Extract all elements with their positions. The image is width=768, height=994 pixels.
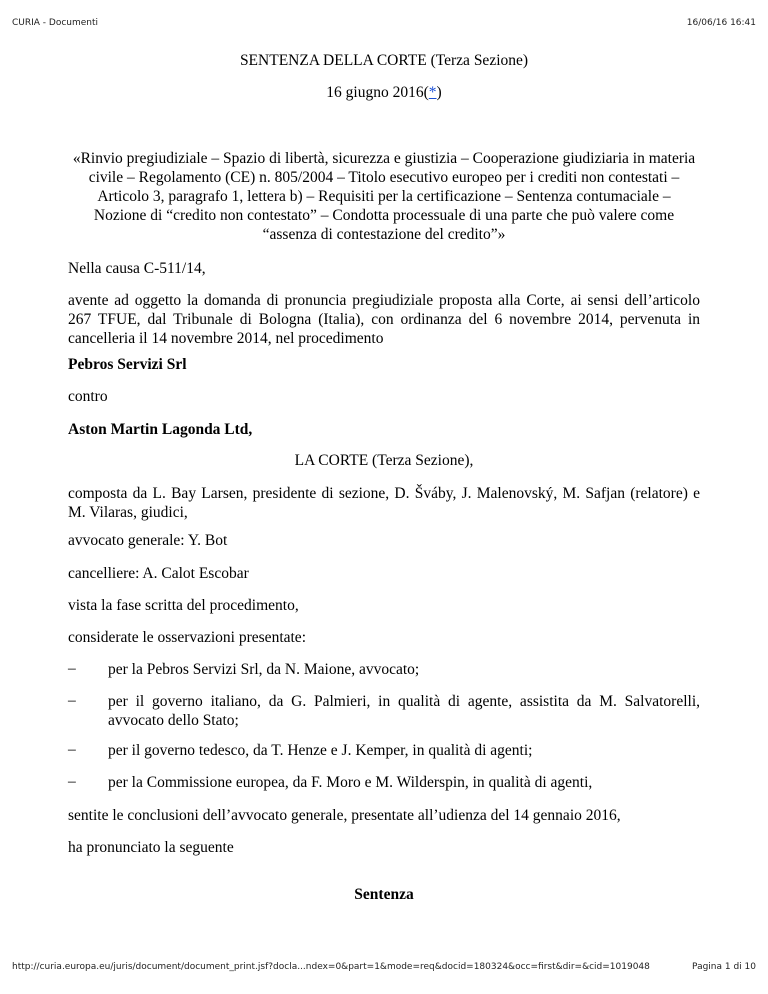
list-dash: – [68,773,76,790]
composition-paragraph: composta da L. Bay Larsen, presidente di sezione, D. Šváby, J. Malenovský, M. Safjan (relatore) e M. Vilaras, giudici, [68,485,700,521]
contro-label: contro [68,388,108,405]
subject-line: Nozione di “credito non contestato” – Condotta processuale di una parte che può valere come [93,207,675,224]
defendant-name: Aston Martin Lagonda Ltd, [68,421,253,438]
advocate-general: avvocato generale: Y. Bot [68,532,228,549]
site-title: CURIA - Documenti [12,18,99,28]
subject-line: «Rinvio pregiudiziale – Spazio di libertà, sicurezza e giustizia – Cooperazione giudiziaria in materia [72,150,696,167]
page-url: http://curia.europa.eu/juris/document/document_print.jsf?docla...ndex=0&part=1&mode=req&docid=180324&occ=first&dir=&cid=1019048 [12,962,650,972]
print-footer [12,962,756,972]
case-number: Nella causa C-511/14, [68,260,206,277]
footnote-link[interactable]: * [428,84,437,101]
request-paragraph: avente ad oggetto la domanda di pronuncia pregiudiziale proposta alla Corte, ai sensi dell’articolo 267 TFUE, dal Tribunale di Bologna (Italia), con ordinanza del 6 novembre 2014, pervenuta in cancelleria il 14 novembre 2014, nel procedimento [68,292,700,347]
judgment-title: SENTENZA DELLA CORTE (Terza Sezione) [239,52,529,69]
subject-line: Articolo 3, paragrafo 1, lettera b) – Requisiti per la certificazione – Sentenza contumaciale – [97,188,671,205]
list-item-text: per il governo tedesco, da T. Henze e J. Kemper, in qualità di agenti; [108,742,533,759]
print-header [12,18,756,28]
date-text: 16 giugno 2016( [326,84,429,101]
subject-line: civile – Regolamento (CE) n. 805/2004 – Titolo esecutivo europeo per i crediti non contestati – [88,169,680,186]
subject-line: “assenza di contestazione del credito”» [262,226,506,243]
subject-keywords [60,149,708,244]
list-item-text: per il governo italiano, da G. Palmieri, in qualità di agente, assistita da M. Salvatorelli, avvocato dello Stato; [108,693,700,729]
page-number: Pagina 1 di 10 [692,962,756,972]
list-dash: – [68,741,76,758]
court-heading: LA CORTE (Terza Sezione), [294,452,474,469]
pronounced-line: ha pronunciato la seguente [68,839,234,856]
list-item-text: per la Pebros Servizi Srl, da N. Maione, avvocato; [108,661,420,678]
observations-intro: considerate le osservazioni presentate: [68,629,306,646]
judgment-heading: Sentenza [354,886,414,903]
print-datetime: 16/06/16 16:41 [686,18,756,28]
registrar: cancelliere: A. Calot Escobar [68,565,249,582]
defendant-party [68,420,700,439]
written-procedure: vista la fase scritta del procedimento, [68,597,299,614]
list-item-text: per la Commissione europea, da F. Moro e M. Wilderspin, in qualità di agenti, [108,774,593,791]
applicant-party [68,355,700,374]
judgment-date [0,84,768,102]
list-dash: – [68,692,76,709]
list-dash: – [68,660,76,677]
applicant-name: Pebros Servizi Srl [68,356,187,373]
date-close: ) [436,84,442,101]
conclusions-paragraph: sentite le conclusioni dell’avvocato generale, presentate all’udienza del 14 gennaio 2016, [68,807,621,824]
